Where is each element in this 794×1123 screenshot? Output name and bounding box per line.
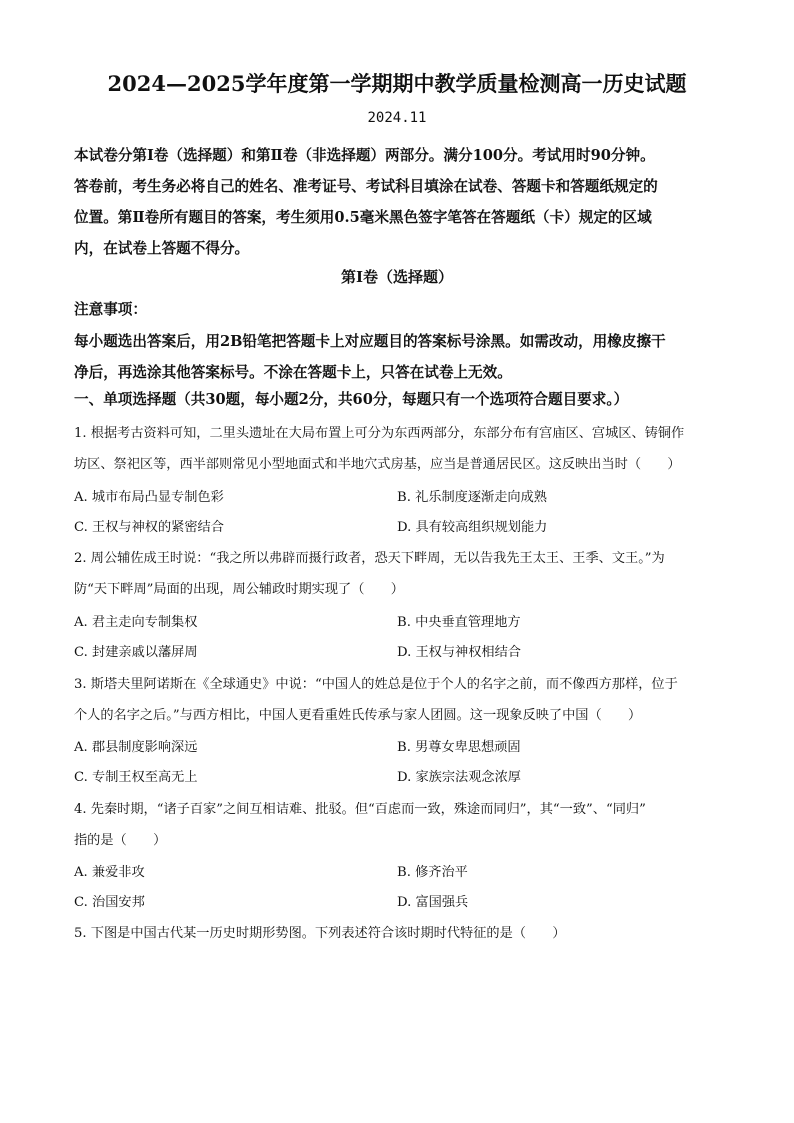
exam-instructions: [74, 140, 724, 264]
part-heading: 一、单项选择题（共30题，每小题2分，共60分，每题只有一个选项符合题目要求。）: [74, 391, 629, 408]
question-3-option-c: C. 专制王权至高无上: [74, 770, 198, 785]
question-2-option-c: C. 封建亲戚以藩屏周: [74, 645, 198, 660]
question-3-stem-line-1: 3. 斯塔夫里阿诺斯在《全球通史》中说：“中国人的姓总是位于个人的名字之前，而不像西方那样，位于: [74, 677, 678, 692]
question-4-option-a: A. 兼爱非攻: [74, 865, 145, 880]
notice-line: 每小题选出答案后，用2B铅笔把答题卡上对应题目的答案标号涂黑。如需改动，用橡皮擦干: [74, 333, 666, 350]
question-1-option-c: C. 王权与神权的紧密结合: [74, 520, 224, 535]
question-3-option-b: B. 男尊女卑思想顽固: [397, 740, 521, 755]
question-4-option-b: B. 修齐治平: [397, 865, 468, 880]
question-2-stem-line-2: 防“天下畔周”局面的出现，周公辅政时期实现了（ ）: [74, 582, 404, 597]
question-4-option-c: C. 治国安邦: [74, 895, 145, 910]
question-2-option-b: B. 中央垂直管理地方: [397, 615, 521, 630]
question-4-stem-line-2: 指的是（ ）: [74, 833, 167, 848]
question-3-option-d: D. 家族宗法观念浓厚: [397, 770, 521, 785]
question-2-stem-line-1: 2. 周公辅佐成王时说：“我之所以弗辟而摄行政者，恐天下畔周，无以告我先王太王、王季、文王。”为: [74, 551, 665, 566]
question-3-option-a: A. 郡县制度影响深远: [74, 740, 198, 755]
question-1-stem-line-2: 坊区、祭祀区等，西半部则常见小型地面式和半地穴式房基，应当是普通居民区。这反映出当时（ ）: [74, 457, 681, 472]
question-1-option-b: B. 礼乐制度逐渐走向成熟: [397, 490, 547, 505]
question-4-stem-line-1: 4. 先秦时期，“诸子百家”之间互相诘难、批驳。但“百虑而一致，殊途而同归”，其“一致”、“同归”: [74, 802, 646, 817]
question-5-stem-line-1: 5. 下图是中国古代某一历史时期形势图。下列表述符合该时期时代特征的是（ ）: [74, 926, 566, 941]
instruction-line: 答卷前，考生务必将自己的姓名、准考证号、考试科目填涂在试卷、答题卡和答题纸规定的: [74, 178, 658, 195]
question-3-stem-line-2: 个人的名字之后。”与西方相比，中国人更看重姓氏传承与家人团圆。这一现象反映了中国（ ）: [74, 708, 642, 723]
section-title: 第Ⅰ卷（选择题）: [340, 268, 454, 286]
question-4-option-d: D. 富国强兵: [397, 895, 469, 910]
exam-date: 2024.11: [367, 110, 427, 126]
instruction-line: 位置。第Ⅱ卷所有题目的答案，考生须用0.5毫米黑色签字笔答在答题纸（卡）规定的区域: [74, 209, 652, 226]
question-1-stem-line-1: 1. 根据考古资料可知，二里头遗址在大局布置上可分为东西两部分，东部分布有宫庙区、宫城区、铸铜作: [74, 426, 685, 441]
notice-body: [74, 326, 724, 388]
question-1-option-a: A. 城市布局凸显专制色彩: [74, 490, 224, 505]
question-2-option-d: D. 王权与神权相结合: [397, 645, 521, 660]
instruction-line: 本试卷分第Ⅰ卷（选择题）和第Ⅱ卷（非选择题）两部分。满分100分。考试用时90分钟。: [74, 147, 655, 164]
notice-line: 净后，再选涂其他答案标号。不涂在答题卡上，只答在试卷上无效。: [74, 364, 512, 381]
instruction-line: 内，在试卷上答题不得分。: [74, 240, 250, 257]
exam-title: 2024—2025学年度第一学期期中教学质量检测高一历史试题: [107, 71, 687, 96]
question-2-option-a: A. 君主走向专制集权: [74, 615, 198, 630]
question-1-option-d: D. 具有较高组织规划能力: [397, 520, 548, 535]
notice-heading: 注意事项：: [74, 301, 147, 318]
